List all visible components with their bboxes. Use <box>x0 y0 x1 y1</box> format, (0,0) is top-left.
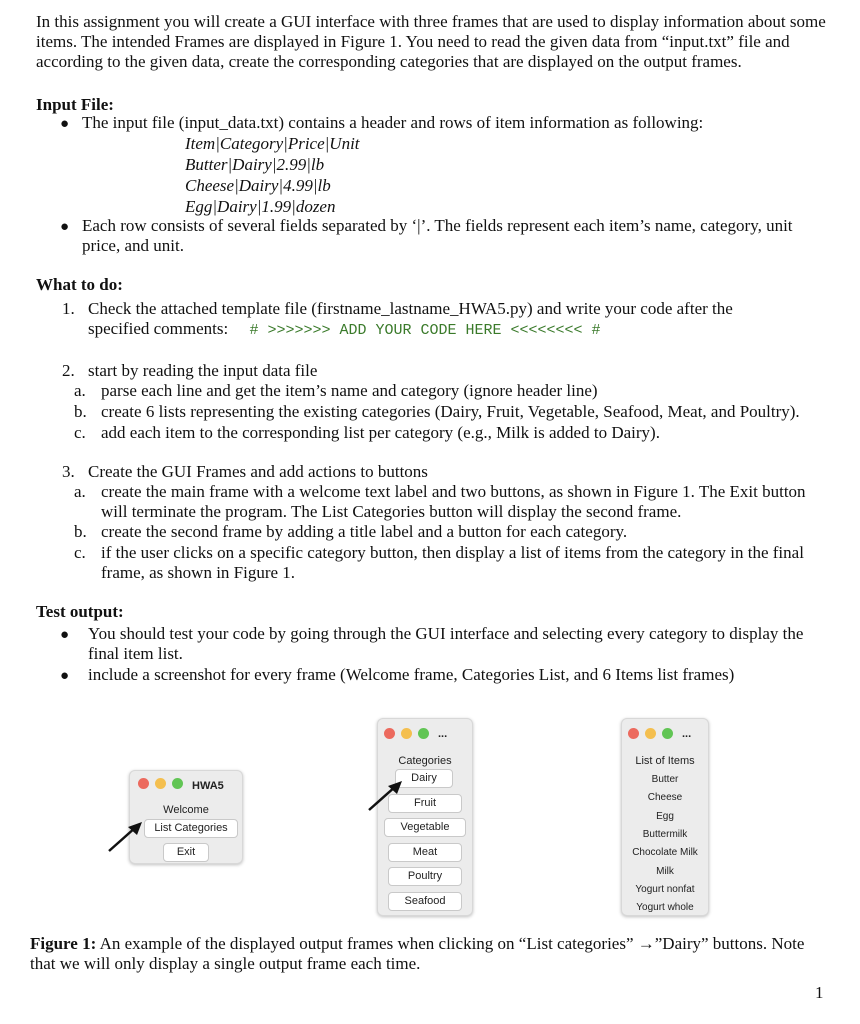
window-title: ... <box>682 728 692 740</box>
bullet-icon: ● <box>60 116 70 132</box>
sub-item: create 6 lists representing the existing categories (Dairy, Fruit, Vegetable, Seafood, Meat, and Poultry). <box>101 402 800 421</box>
item-label: Egg <box>656 811 674 822</box>
input-file-bullet-1: The input file (input_data.txt) contains a header and rows of item information as following: <box>82 113 704 132</box>
sample-line: Item|Category|Price|Unit <box>185 134 360 153</box>
sub-item: create the main frame with a welcome text label and two buttons, as shown in Figure 1. The Exit button will terminate the program. The List Categories button will display the second frame. <box>101 482 806 521</box>
sub-item: if the user clicks on a specific category button, then display a list of items from the category in the final frame, as shown in Figure 1. <box>101 543 804 582</box>
what-to-do-heading: What to do: <box>36 275 123 294</box>
list-categories-button[interactable]: List Categories <box>144 819 238 838</box>
welcome-label: Welcome <box>163 804 209 816</box>
bullet-icon: ● <box>60 627 70 643</box>
category-button-vegetable[interactable]: Vegetable <box>384 818 466 837</box>
window-title: ... <box>438 728 448 740</box>
sample-line: Cheese|Dairy|4.99|lb <box>185 176 331 195</box>
sub-label: a. <box>74 482 86 501</box>
sub-item: parse each line and get the item’s name and category (ignore header line) <box>101 381 598 400</box>
category-button-seafood[interactable]: Seafood <box>388 892 462 911</box>
intro-paragraph: In this assignment you will create a GUI interface with three frames that are used to display information about some items. The intended Frames are displayed in Figure 1. You need to read the given data from “input.txt” file and according to the given data, create the corresponding categories that are displayed on the output frames. <box>36 12 826 71</box>
item-label: Yogurt nonfat <box>635 884 695 895</box>
sub-label: b. <box>74 522 87 541</box>
zoom-icon[interactable] <box>172 778 183 789</box>
step-number: 2. <box>62 361 75 380</box>
category-button-dairy[interactable]: Dairy <box>395 769 453 788</box>
item-label: Butter <box>651 774 679 785</box>
input-file-heading: Input File: <box>36 95 114 114</box>
item-label: Milk <box>656 866 674 877</box>
page-number: 1 <box>815 983 824 1002</box>
minimize-icon[interactable] <box>645 728 656 739</box>
window-controls <box>628 728 673 739</box>
close-icon[interactable] <box>628 728 639 739</box>
sub-label: c. <box>74 543 86 562</box>
step-number: 3. <box>62 462 75 481</box>
input-file-bullet-2: Each row consists of several fields separated by ‘|’. The fields represent each item’s name, category, unit price, and unit. <box>82 216 793 255</box>
step-number: 1. <box>62 299 75 318</box>
caption-label: Figure 1: <box>30 934 97 953</box>
categories-frame <box>377 718 473 916</box>
caption-text: An example of the displayed output frames when clicking on “List categories” →”Dairy” buttons. Note that we will only display a single output frame each time. <box>30 934 805 973</box>
sample-line: Egg|Dairy|1.99|dozen <box>185 197 336 216</box>
test-output-bullet-2: include a screenshot for every frame (Welcome frame, Categories List, and 6 Items list frames) <box>88 665 735 684</box>
item-label: Buttermilk <box>642 829 688 840</box>
categories-title: Categories <box>398 755 452 767</box>
exit-button[interactable]: Exit <box>163 843 209 862</box>
step-2-text: start by reading the input data file <box>88 361 318 380</box>
item-label: Chocolate Milk <box>632 847 698 858</box>
sub-label: b. <box>74 402 87 421</box>
item-label: Yogurt whole <box>636 902 694 913</box>
sub-label: c. <box>74 423 86 442</box>
zoom-icon[interactable] <box>418 728 429 739</box>
items-frame <box>621 718 709 916</box>
close-icon[interactable] <box>138 778 149 789</box>
step-3-text: Create the GUI Frames and add actions to buttons <box>88 462 428 481</box>
category-button-fruit[interactable]: Fruit <box>388 794 462 813</box>
category-button-meat[interactable]: Meat <box>388 843 462 862</box>
sub-item: add each item to the corresponding list per category (e.g., Milk is added to Dairy). <box>101 423 660 442</box>
sub-item: create the second frame by adding a title label and a button for each category. <box>101 522 628 541</box>
zoom-icon[interactable] <box>662 728 673 739</box>
sub-label: a. <box>74 381 86 400</box>
test-output-bullet-1: You should test your code by going through the GUI interface and selecting every category to display the final item list. <box>88 624 804 663</box>
arrow-icon <box>106 820 146 854</box>
code-comment: # >>>>>>> ADD YOUR CODE HERE <<<<<<<< # <box>249 322 601 339</box>
close-icon[interactable] <box>384 728 395 739</box>
category-button-poultry[interactable]: Poultry <box>388 867 462 886</box>
item-label: Cheese <box>647 792 683 803</box>
figure-caption <box>30 934 830 974</box>
sample-line: Butter|Dairy|2.99|lb <box>185 155 325 174</box>
window-title: HWA5 <box>192 780 224 792</box>
window-controls <box>384 728 429 739</box>
minimize-icon[interactable] <box>401 728 412 739</box>
window-controls <box>138 778 183 789</box>
step-1-text <box>88 299 788 341</box>
test-output-heading: Test output: <box>36 602 124 621</box>
bullet-icon: ● <box>60 668 70 684</box>
step-1-body: Check the attached template file (firstname_lastname_HWA5.py) and write your code after the specified comments: <box>88 299 733 338</box>
welcome-frame <box>129 770 243 864</box>
bullet-icon: ● <box>60 219 70 235</box>
minimize-icon[interactable] <box>155 778 166 789</box>
arrow-icon <box>366 779 406 813</box>
items-title: List of Items <box>635 755 695 767</box>
